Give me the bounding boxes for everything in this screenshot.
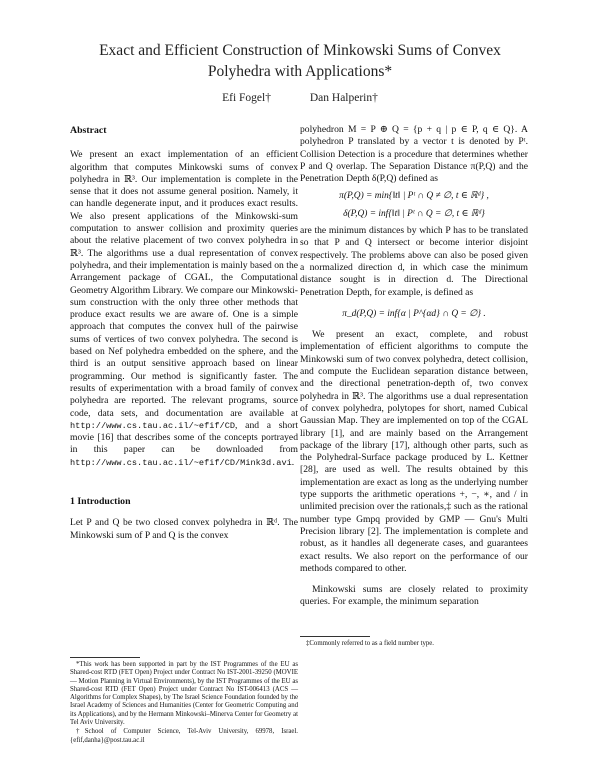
title-line-1: Exact and Efficient Construction of Minkowski Sums of Convex	[99, 42, 501, 59]
author-1: Efi Fogel†	[222, 92, 271, 104]
footnote-rule-right	[300, 636, 370, 637]
right-paragraph-2: are the minimum distances by which P has to be translated so that P and Q intersect or become interior disjoint respectively. The problems above can also be posed given a normalized direction d, in which case the minimum distance sought is in direction d. The Directional Penetration Depth, for example, is defined as	[300, 225, 528, 298]
right-paragraph-1: polyhedron M = P ⊕ Q = {p + q | p ∈ P, q ∈ Q}. A polyhedron P translated by a vector t is denoted by Pᵗ. Collision Detection is a procedure that determines whether P and Q overlap. The Separation Distance π(P,Q) and the Penetration Depth δ(P,Q) defined as	[300, 124, 528, 185]
right-paragraph-3: We present an exact, complete, and robust implementation of efficient algorithms to compute the Minkowski sum of two convex polyhedra, detect collision, and compute the Euclidean separation distance between, and the directional penetration-depth of, two convex polyhedra in ℝ³. The algorithms use a dual representation of convex polyhedra, polytopes for short, named Cubical Gaussian Map. They are implemented on top of the CGAL library [1], and are mainly based on the Arrangement package of the library [17], although other parts, such as the Polyhedral-Surface package produced by L. Kettner [28], are used as well. The results obtained by this implementation are exact as long as the underlying number type supports the arithmetic operations +, −, ∗, and / in unlimited precision over the rationals,‡ such as the rational number type Gmpq provided by GMP — Gnu's Multi Precision library [2]. The implementation is complete and robust, as it handles all degenerate cases, and guarantees exact results. We also report on the performance of our methods compared to other.	[300, 329, 528, 574]
url-cd-link[interactable]: http://www.cs.tau.ac.il/~efif/CD	[70, 420, 236, 431]
abstract-heading: Abstract	[70, 125, 107, 136]
abstract-text-2: , and a short movie [16] that describes some of the concepts portrayed in this paper can be downloaded from	[70, 419, 298, 456]
paper-title	[60, 40, 540, 82]
left-footnotes	[70, 657, 298, 746]
intro-paragraph: Let P and Q be two closed convex polyhedra in ℝᵈ. The Minkowski sum of P and Q is the convex	[70, 517, 298, 541]
right-column	[300, 124, 528, 609]
url-movie-link[interactable]: http://www.cs.tau.ac.il/~efif/CD/Mink3d.avi	[70, 457, 292, 468]
right-footnotes	[300, 636, 528, 649]
footnote-affiliation: †School of Computer Science, Tel-Aviv University, 69978, Israel. {efif,danha}@post.tau.ac.il	[70, 728, 298, 744]
left-column	[70, 125, 298, 542]
title-line-2: Polyhedra with Applications*	[207, 63, 393, 80]
equation-separation-distance: π(P,Q) = min{‖t‖ | Pᵗ ∩ Q ≠ ∅, t ∈ ℝᵈ} ,	[339, 191, 489, 202]
footnote-funding: *This work has been supported in part by the IST Programmes of the EU as Shared-cost RTD (FET Open) Project under Contract No IST-2001-39250 (MOVIE — Motion Planning in Virtual Environments), by the IST Programmes of the EU as Shared-cost RTD (FET Open) Project under Contract No IST-006413 (ACS — Algorithms for Complex Shapes), by The Israel Science Foundation founded by the Israel Academy of Sciences and Humanities (Center for Geometric Computing and its Applications), and by the Hermann Minkowski–Minerva Center for Geometry at Tel Aviv University.	[70, 661, 298, 727]
author-2: Dan Halperin†	[309, 92, 378, 104]
abstract-paragraph: We present an exact implementation of an efficient algorithm that computes Minkowski sums of convex polyhedra in ℝ³. Our implementation is complete in the sense that it does not assume general position. Namely, it can handle degenerate input, and it produces exact results. We also present applications of the Minkowski-sum computation to answer collision and proximity queries about the relative placement of two convex polyhedra in ℝ³. The algorithms use a dual representation of convex polyhedra, and their implementation is mainly based on the Arrangement package of CGAL, the Computational Geometry Algorithm Library. We compare our Minkowski-sum construction with the only three other methods that produce exact results we are aware of. One is a simple approach that computes the convex hull of the pairwise sums of vertices of two convex polyhedra. The second is based on Nef polyhedra embedded on the sphere, and the third is an output sensitive approach based on linear programming. Our method is significantly faster. The results of experimentation with a broad family of convex polyhedra are reported. The relevant programs, source code, data sets, and documentation are available at http://www.cs.tau.ac.il/~efif/CD, and a short movie [16] that describes some of the concepts portrayed in this paper can be downloaded from http://www.cs.tau.ac.il/~efif/CD/Mink3d.avi.	[70, 149, 298, 468]
footnote-rule	[70, 657, 140, 658]
right-paragraph-4: Minkowski sums are closely related to proximity queries. For example, the minimum separation	[300, 584, 528, 608]
section-1-heading: 1 Introduction	[70, 496, 131, 508]
equation-penetration-depth: δ(P,Q) = inf{‖t‖ | Pᵗ ∩ Q = ∅, t ∈ ℝᵈ}	[343, 208, 485, 219]
equation-directional-depth: π_d(P,Q) = inf{α | P^{αd} ∩ Q = ∅} .	[342, 308, 486, 319]
footnote-field-number: ‡Commonly referred to as a field number type.	[306, 640, 434, 647]
author-list	[0, 92, 600, 104]
abstract-text: We present an exact implementation of an efficient algorithm that computes Minkowski sums of convex polyhedra in ℝ³. Our implementation is complete in the sense that it does not assume general position. Namely, it can handle degenerate input, and it produces exact results. We also present applications of the Minkowski-sum computation to answer collision and proximity queries about the relative placement of two convex polyhedra in ℝ³. The algorithms use a dual representation of convex polyhedra, and their implementation is mainly based on the Arrangement package of CGAL, the Computational Geometry Algorithm Library. We compare our Minkowski-sum construction with the only three other methods that produce exact results we are aware of. One is a simple approach that computes the convex hull of the pairwise sums of vertices of two convex polyhedra. The second is based on Nef polyhedra embedded on the sphere, and the third is an output sensitive approach based on linear programming. Our method is significantly faster. The results of experimentation with a broad family of convex polyhedra are reported. The relevant programs, source code, data sets, and documentation are available at	[70, 149, 298, 419]
